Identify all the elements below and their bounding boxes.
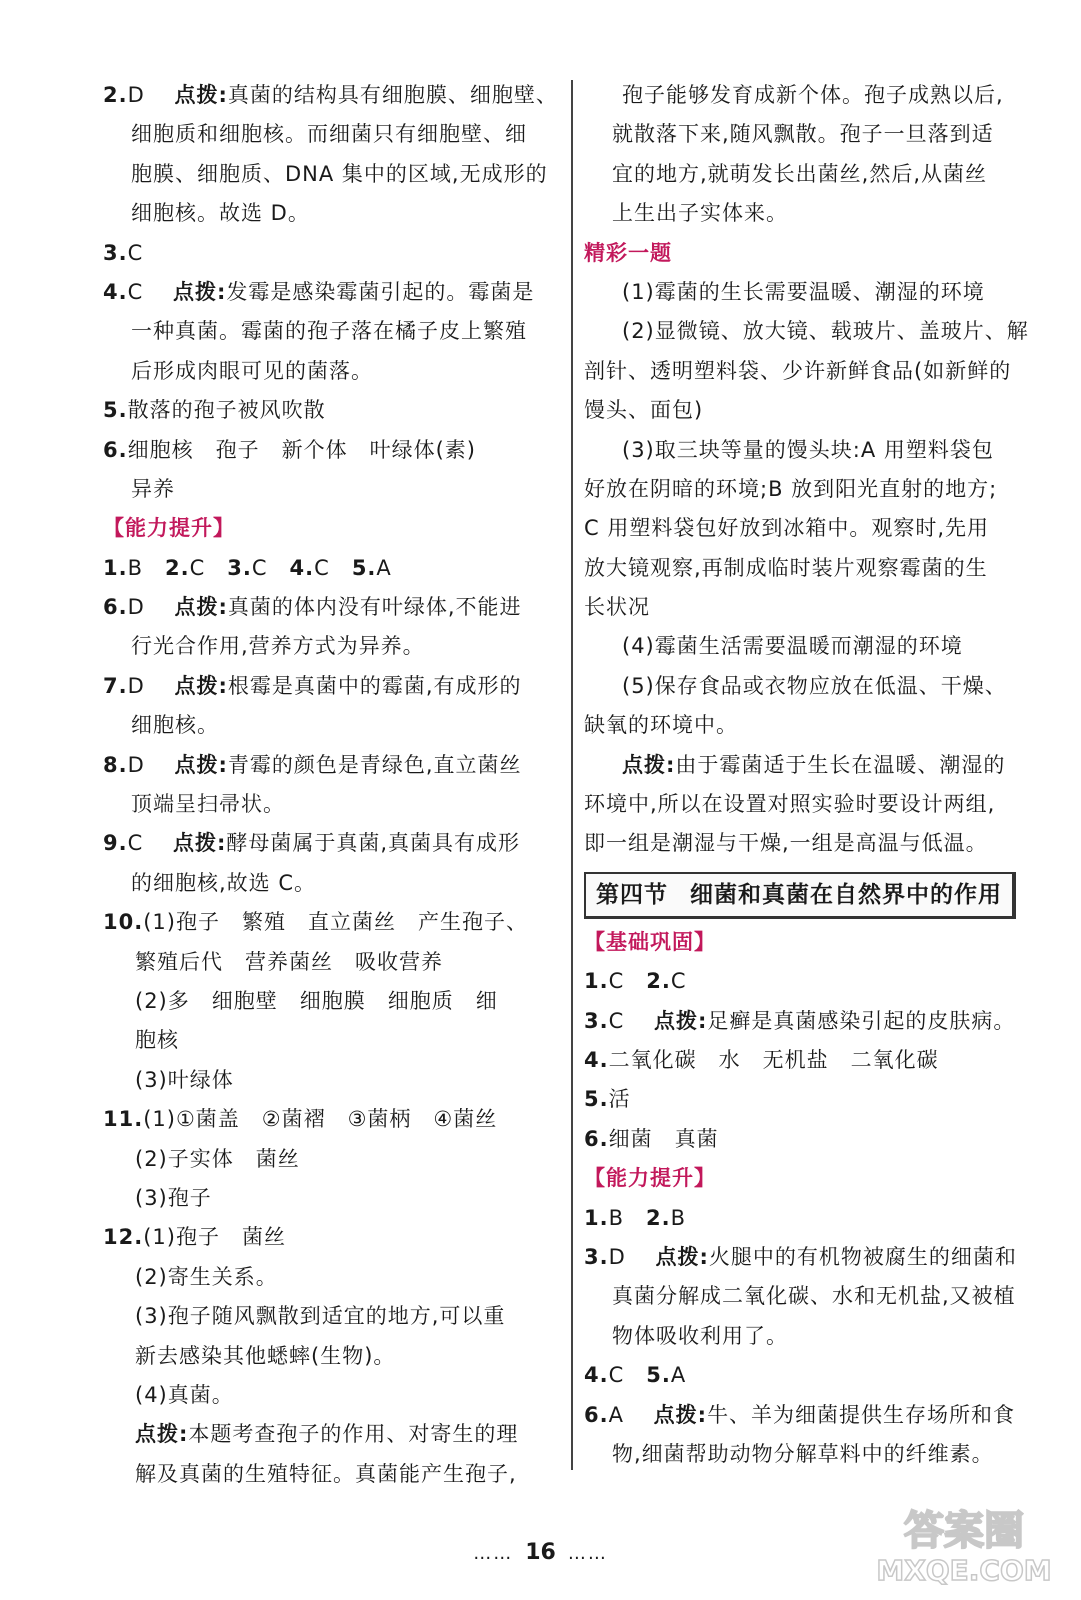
ability-1-2: 1.B 2.B xyxy=(584,1205,687,1230)
ability-3: 3.D 点拨:火腿中的有机物被腐生的细菌和 xyxy=(584,1244,1017,1269)
wonder-tip: 点拨:由于霉菌适于生长在温暖、潮湿的 xyxy=(622,752,1006,777)
section-ability: 【能力提升】 xyxy=(103,516,235,541)
ability-6: 6.A 点拨:牛、羊为细菌提供生存场所和食 xyxy=(584,1402,1016,1427)
answer-7: 7.D 点拨:根霉是真菌中的霉菌,有成形的 xyxy=(103,673,522,698)
answer-4: 4.C 点拨:发霉是感染霉菌引起的。霉菌是 xyxy=(103,279,535,304)
section-basic: 【基础巩固】 xyxy=(584,929,716,954)
answer-6b: 6.D 点拨:真菌的体内没有叶绿体,不能进 xyxy=(103,595,522,620)
answer-12-tip: 点拨:本题考查孢子的作用、对寄生的理 xyxy=(135,1422,519,1447)
answer-10: 10.(1)孢子 繁殖 直立菌丝 产生孢子、 xyxy=(103,910,528,935)
answer-12: 12.(1)孢子 菌丝 xyxy=(103,1225,286,1250)
answer-5: 5.散落的孢子被风吹散 xyxy=(103,398,326,423)
page-number: 16 xyxy=(525,1540,556,1565)
left-column: 2.D 点拨:真菌的结构具有细胞膜、细胞壁、 细胞质和细胞核。而细菌只有细胞壁、细 胞膜、细胞质、DNA 集中的区域,无成形的 细胞核。故选 D。 3.C 4.C 点拨:发霉是感染霉菌引起的。霉菌是 一种真菌。霉菌的孢子落在橘子皮上繁殖 后形成肉眼可见的菌落。 5.散落的孢子被风吹散 6.细胞核 孢子 新个体 叶绿体(素) 异养 【能力提升】 1.B 2.C 3.C 4.C 5.A 6.D 点拨:真菌的体内没有叶绿体,不能进 行光合作用,营养方式为异养。 7.D 点拨:根霉是真菌中的霉菌,有成形的 细胞核。 8.D 点拨:青霉的颜色是青绿色,直立菌丝 顶端呈扫帚状。 9.C 点拨:酵母菌属于真菌,真菌具有成形 的细胞核,故选 C。 10.(1)孢子 繁殖 直立菌丝 产生孢子、 繁殖后代 营养菌丝 吸收营养 (2)多 细胞壁 细胞膜 细胞质 细 胞核 (3)叶绿体 11.(1)①菌盖 ②菌褶 ③菌柄 ④菌丝 (2)子实体 菌丝 (3)孢子 12.(1)孢子 菌丝 (2)寄生关系。 (3)孢子随风飘散到适宜的地方,可以重 新去感染其他蟋蟀(生物)。 (4)真菌。 点拨:本题考查孢子的作用、对寄生的理 解及真菌的生殖特征。真菌能产生孢子, xyxy=(103,76,561,1494)
ability-4-5: 4.C 5.A xyxy=(584,1363,687,1388)
basic-3: 3.C 点拨:足癣是真菌感染引起的皮肤病。 xyxy=(584,1008,1016,1033)
answers-1-5: 1.B 2.C 3.C 4.C 5.A xyxy=(103,555,392,580)
answer-8: 8.D 点拨:青霉的颜色是青绿色,直立菌丝 xyxy=(103,752,522,777)
basic-6: 6.细菌 真菌 xyxy=(584,1126,719,1151)
basic-4: 4.二氧化碳 水 无机盐 二氧化碳 xyxy=(584,1047,939,1072)
page-footer: …… 16 …… xyxy=(473,1540,608,1565)
svg-text:答案圈: 答案圈 xyxy=(904,1508,1024,1554)
answer-9: 9.C 点拨:酵母菌属于真菌,真菌具有成形 xyxy=(103,831,521,856)
answer-2: 2.D 点拨:真菌的结构具有细胞膜、细胞壁、 xyxy=(103,83,558,107)
column-divider xyxy=(571,80,573,1470)
svg-text:MXQE.COM: MXQE.COM xyxy=(876,1554,1052,1586)
right-column: 孢子能够发育成新个体。孢子成熟以后, 就散落下来,随风飘散。孢子一旦落到适 宜的地方,就萌发长出菌丝,然后,从菌丝 上生出子实体来。 精彩一题 (1)霉菌的生长需要温暖、潮湿的环境 (2)显微镜、放大镜、载玻片、盖玻片、解 剖针、透明塑料袋、少许新鲜食品(如新鲜的 馒头、面包) (3)取三块等量的馒头块:A 用塑料袋包 好放在阴暗的环境;B 放到阳光直射的地方; C 用塑料袋包好放到冰箱中。观察时,先用 放大镜观察,再制成临时装片观察霉菌的生 长状况 (4)霉菌生活需要温暖而潮湿的环境 (5)保存食品或衣物应放在低温、干燥、 缺氧的环境中。 点拨:由于霉菌适于生长在温暖、潮湿的 环境中,所以在设置对照实验时要设计两组, 即一组是潮湿与干燥,一组是高温与低温。 第四节 细菌和真菌在自然界中的作用 【基础巩固】 1.C 2.C 3.C 点拨:足癣是真菌感染引起的皮肤病。 4.二氧化碳 水 无机盐 二氧化碳 5.活 6.细菌 真菌 【能力提升】 1.B 2.B 3.D 点拨:火腿中的有机物被腐生的细菌和 真菌分解成二氧化碳、水和无机盐,又被植 物体吸收利用了。 4.C 5.A 6.A 点拨:牛、羊为细菌提供生存场所和食 物,细菌帮助动物分解草料中的纤维素。 xyxy=(584,76,1042,1474)
answer-11: 11.(1)①菌盖 ②菌褶 ③菌柄 ④菌丝 xyxy=(103,1107,498,1132)
basic-5: 5.活 xyxy=(584,1087,631,1112)
section-ability-2: 【能力提升】 xyxy=(584,1166,716,1191)
basic-1-2: 1.C 2.C xyxy=(584,969,687,994)
watermark-logo xyxy=(859,1496,1069,1586)
answer-3: 3.C xyxy=(103,240,144,265)
section-wonder: 精彩一题 xyxy=(584,240,672,265)
section-title: 第四节 细菌和真菌在自然界中的作用 xyxy=(584,872,1016,919)
answer-6: 6.细胞核 孢子 新个体 叶绿体(素) xyxy=(103,437,476,462)
